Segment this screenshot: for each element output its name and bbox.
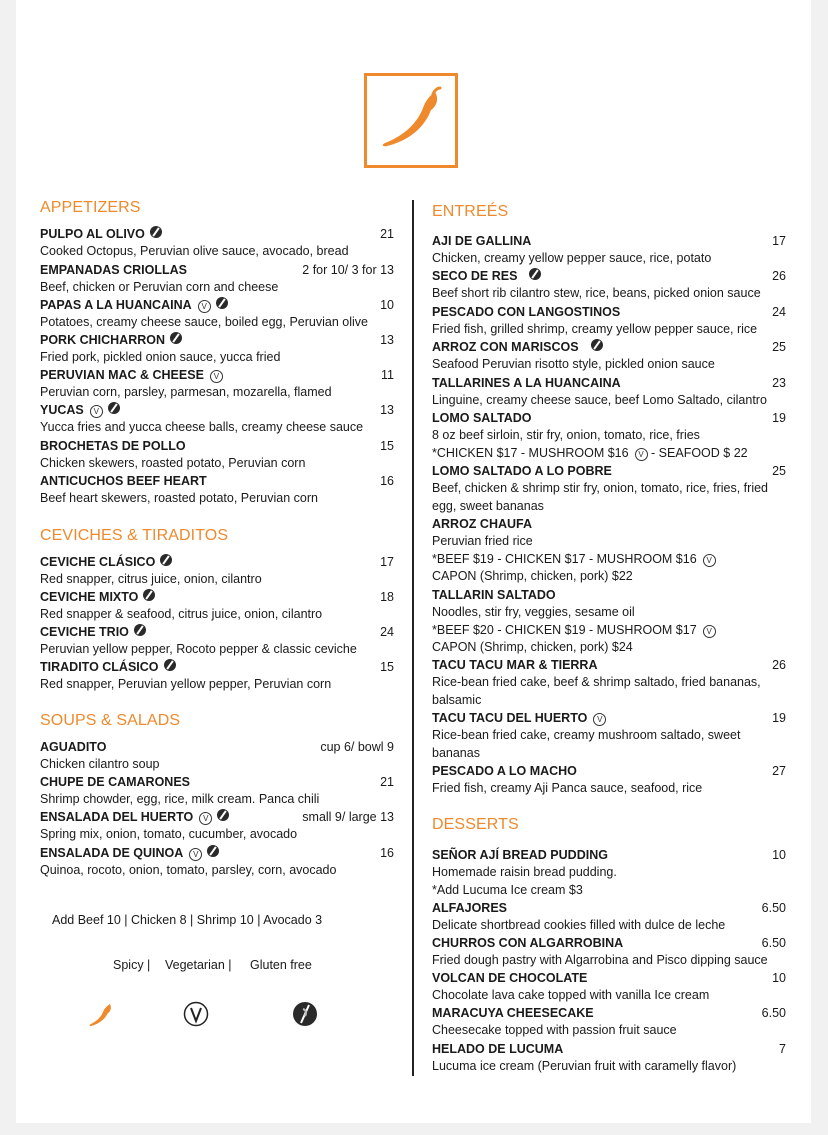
item-description: Fried pork, pickled onion sauce, yucca fried [40,350,281,364]
item-name: TIRADITO CLÁSICO [40,660,159,674]
gluten-free-icon [170,332,182,344]
vegetarian-v-icon: V [189,848,202,861]
item-description: Shrimp chowder, egg, rice, milk cream. Panca chili [40,792,320,806]
item-price: 11 [381,368,394,382]
item-price: cup 6/ bowl 9 [320,740,394,754]
menu-item [432,375,786,410]
item-name: AGUADITO [40,740,107,754]
column-divider [412,200,414,1076]
menu-item [432,710,786,762]
item-description: Lucuma ice cream (Peruvian fruit with caramelly flavor) [432,1059,737,1073]
section-title-appetizers: APPETIZERS [40,199,141,216]
item-price: 6.50 [761,1006,786,1020]
item-price: 25 [772,464,786,478]
item-price: 23 [772,376,786,390]
section-title-ceviches: CEVICHES & TIRADITOS [40,527,229,544]
item-description: Seafood Peruvian risotto style, pickled onion sauce [432,357,715,371]
item-price: 19 [772,411,786,425]
item-name: PORK CHICHARRON [40,333,165,347]
menu-item [432,410,786,462]
item-name: BROCHETAS DE POLLO [40,439,186,453]
gluten-free-icon [591,339,603,351]
item-description: Chicken cilantro soup [40,757,160,771]
menu-item [432,268,786,303]
menu-item [40,774,394,809]
menu-item [432,587,786,657]
legend-spicy-label: Spicy | [113,958,151,972]
item-price: 16 [380,846,394,860]
menu-item [432,657,786,709]
item-name: ENSALADA DEL HUERTO [40,810,194,824]
item-description: Peruvian yellow pepper, Rocoto pepper & classic ceviche [40,642,357,656]
addons-line: Add Beef 10 | Chicken 8 | Shrimp 10 | Avocado 3 [52,913,323,927]
item-name: ANTICUCHOS BEEF HEART [40,474,207,488]
vegetarian-v-icon: V [199,812,212,825]
item-description: Delicate shortbread cookies filled with dulce de leche [432,918,726,932]
item-name: YUCAS [40,403,84,417]
item-price: 6.50 [761,936,786,950]
item-name: TACU TACU DEL HUERTO [432,711,588,725]
item-price: 24 [772,305,786,319]
legend-gluten-free-label: Gluten free [250,958,312,972]
menu-item [40,367,394,402]
item-description: Noodles, stir fry, veggies, sesame oil [432,605,635,619]
item-name: ARROZ CHAUFA [432,517,532,531]
item-name: PULPO AL OLIVO [40,227,145,241]
item-description: Beef short rib cilantro stew, rice, beans, picked onion sauce [432,286,761,300]
item-price: 26 [772,269,786,283]
item-price: 18 [380,590,394,604]
item-description: Red snapper, citrus juice, onion, cilantro [40,572,262,586]
menu-item [40,809,394,844]
menu-item [40,226,394,261]
item-description: Fried dough pastry with Algarrobina and Pisco dipping sauce [432,953,768,967]
item-description: Beef, chicken & shrimp stir fry, onion, tomato, rice, fries, fried egg, sweet bananas [432,481,768,513]
legend-vegetarian-label: Vegetarian | [165,958,232,972]
item-description: Potatoes, creamy cheese sauce, boiled egg, Peruvian olive [40,315,368,329]
menu-item [40,589,394,624]
item-name: CEVICHE CLÁSICO [40,555,156,569]
item-name: AJI DE GALLINA [432,234,532,248]
item-description: 8 oz beef sirloin, stir fry, onion, tomato, rice, fries [432,428,700,442]
item-price: 19 [772,711,786,725]
item-name: EMPANADAS CRIOLLAS [40,263,187,277]
item-price: 10 [772,848,786,862]
item-description: Cheesecake topped with passion fruit sauce [432,1023,677,1037]
item-option-prices: *BEEF $19 - CHICKEN $17 - MUSHROOM $16 [432,551,697,566]
gluten-free-icon [150,226,162,238]
item-name: CHUPE DE CAMARONES [40,775,191,789]
gluten-free-icon [164,659,176,671]
menu-item [40,297,394,332]
item-price: 17 [772,234,786,248]
item-price: 26 [772,658,786,672]
menu-item [432,763,786,798]
item-name: PAPAS A LA HUANCAINA [40,298,192,312]
item-description: Red snapper & seafood, citrus juice, onion, cilantro [40,607,323,621]
item-description: Beef heart skewers, roasted potato, Peruvian corn [40,491,318,505]
item-description: Linguine, creamy cheese sauce, beef Lomo Saltado, cilantro [432,393,767,407]
item-name: PERUVIAN MAC & CHEESE [40,368,204,382]
item-price: 6.50 [761,901,786,915]
item-description: Red snapper, Peruvian yellow pepper, Peruvian corn [40,677,332,691]
menu-item [432,900,786,935]
item-name: SEÑOR AJÍ BREAD PUDDING [432,848,608,862]
vegetarian-v-icon: V [198,300,211,313]
item-name: TALLARIN SALTADO [432,588,556,602]
item-price: 27 [772,764,786,778]
section-title-soups: SOUPS & SALADS [40,712,181,729]
legend-vegetarian-v-icon [183,1001,209,1032]
section-title-entrees: ENTREÉS [432,203,509,220]
item-description: Beef, chicken or Peruvian corn and cheese [40,280,279,294]
menu-item [40,402,394,437]
item-option-prices: *BEEF $20 - CHICKEN $19 - MUSHROOM $17 [432,622,697,637]
item-price: 13 [380,403,394,417]
item-name: PESCADO CON LANGOSTINOS [432,305,621,319]
item-capon-price: CAPON (Shrimp, chicken, pork) $24 [432,640,633,654]
chili-pepper-icon [373,82,449,158]
legend-gluten-free-icon [292,1001,318,1032]
vegetarian-v-icon: V [635,448,648,461]
item-description: Cooked Octopus, Peruvian olive sauce, avocado, bread [40,244,349,258]
item-name: CHURROS CON ALGARROBINA [432,936,624,950]
section-title-desserts: DESSERTS [432,816,519,833]
menu-item [40,624,394,659]
item-name: LOMO SALTADO A LO POBRE [432,464,612,478]
menu-item [432,847,786,899]
vegetarian-v-icon: V [90,405,103,418]
item-name: ALFAJORES [432,901,508,915]
menu-item [432,304,786,339]
item-name: LOMO SALTADO [432,411,532,425]
menu-item [40,739,394,774]
item-price: 17 [380,555,394,569]
item-capon-price: CAPON (Shrimp, chicken, pork) $22 [432,569,633,583]
menu-item [40,845,394,880]
menu-item [40,438,394,473]
item-description: Quinoa, rocoto, onion, tomato, parsley, corn, avocado [40,863,337,877]
item-price: 10 [772,971,786,985]
gluten-free-icon [217,809,229,821]
item-description: Rice-bean fried cake, beef & shrimp saltado, fried bananas, balsamic [432,675,761,707]
gluten-free-icon [529,268,541,280]
item-name: CEVICHE TRIO [40,625,129,639]
menu-item [40,659,394,694]
vegetarian-v-icon: V [703,554,716,567]
logo [364,73,458,168]
item-description: Spring mix, onion, tomato, cucumber, avocado [40,827,298,841]
item-price: 13 [380,333,394,347]
item-description: Peruvian corn, parsley, parmesan, mozarella, flamed [40,385,332,399]
menu-item [432,970,786,1005]
item-description: Fried fish, creamy Aji Panca sauce, seafood, rice [432,781,703,795]
item-description: Rice-bean fried cake, creamy mushroom saltado, sweet bananas [432,728,741,760]
menu-item [40,262,394,297]
item-name: SECO DE RES [432,269,518,283]
item-price: small 9/ large 13 [302,810,394,824]
item-description: Homemade raisin bread pudding. [432,865,617,879]
menu-item [40,554,394,589]
item-price: 21 [380,227,394,241]
item-price: 25 [772,340,786,354]
item-description: Yucca fries and yucca cheese balls, creamy cheese sauce [40,420,364,434]
item-name: MARACUYA CHEESECAKE [432,1006,594,1020]
gluten-free-icon [108,402,120,414]
gluten-free-icon [216,297,228,309]
item-name: HELADO DE LUCUMA [432,1042,564,1056]
gluten-free-icon [207,845,219,857]
vegetarian-v-icon: V [593,713,606,726]
menu-item [432,935,786,970]
item-name: PESCADO A LO MACHO [432,764,577,778]
gluten-free-icon [160,554,172,566]
item-price: 7 [779,1042,786,1056]
item-price: 15 [380,660,394,674]
item-description: Peruvian fried rice [432,534,533,548]
item-price: 24 [380,625,394,639]
item-price: 16 [380,474,394,488]
item-description: Fried fish, grilled shrimp, creamy yellow pepper sauce, rice [432,322,758,336]
menu-item [432,1041,786,1076]
item-description: Chicken, creamy yellow pepper sauce, rice, potato [432,251,712,265]
menu-item [40,473,394,508]
menu-page [16,0,811,1123]
item-name: VOLCAN DE CHOCOLATE [432,971,588,985]
menu-item [432,339,786,374]
item-option-prices-2: - SEAFOOD $ 22 [647,445,748,460]
item-price: 10 [380,298,394,312]
vegetarian-v-icon: V [210,370,223,383]
item-description: Chicken skewers, roasted potato, Peruvian corn [40,456,306,470]
menu-item [432,463,786,515]
item-name: CEVICHE MIXTO [40,590,139,604]
item-addon: *Add Lucuma Ice cream $3 [432,882,583,897]
item-name: ARROZ CON MARISCOS [432,340,579,354]
item-price: 15 [380,439,394,453]
item-price: 2 for 10/ 3 for 13 [302,263,394,277]
item-name: TALLARINES A LA HUANCAINA [432,376,621,390]
menu-item [40,332,394,367]
legend-chili-pepper-icon [88,1002,114,1033]
gluten-free-icon [143,589,155,601]
item-name: ENSALADA DE QUINOA [40,846,184,860]
item-price: 21 [380,775,394,789]
vegetarian-v-icon: V [703,625,716,638]
menu-item [432,516,786,586]
item-name: TACU TACU MAR & TIERRA [432,658,598,672]
menu-item [432,233,786,268]
gluten-free-icon [134,624,146,636]
item-option-prices: *CHICKEN $17 - MUSHROOM $16 [432,445,629,460]
menu-item [432,1005,786,1040]
item-description: Chocolate lava cake topped with vanilla Ice cream [432,988,710,1002]
